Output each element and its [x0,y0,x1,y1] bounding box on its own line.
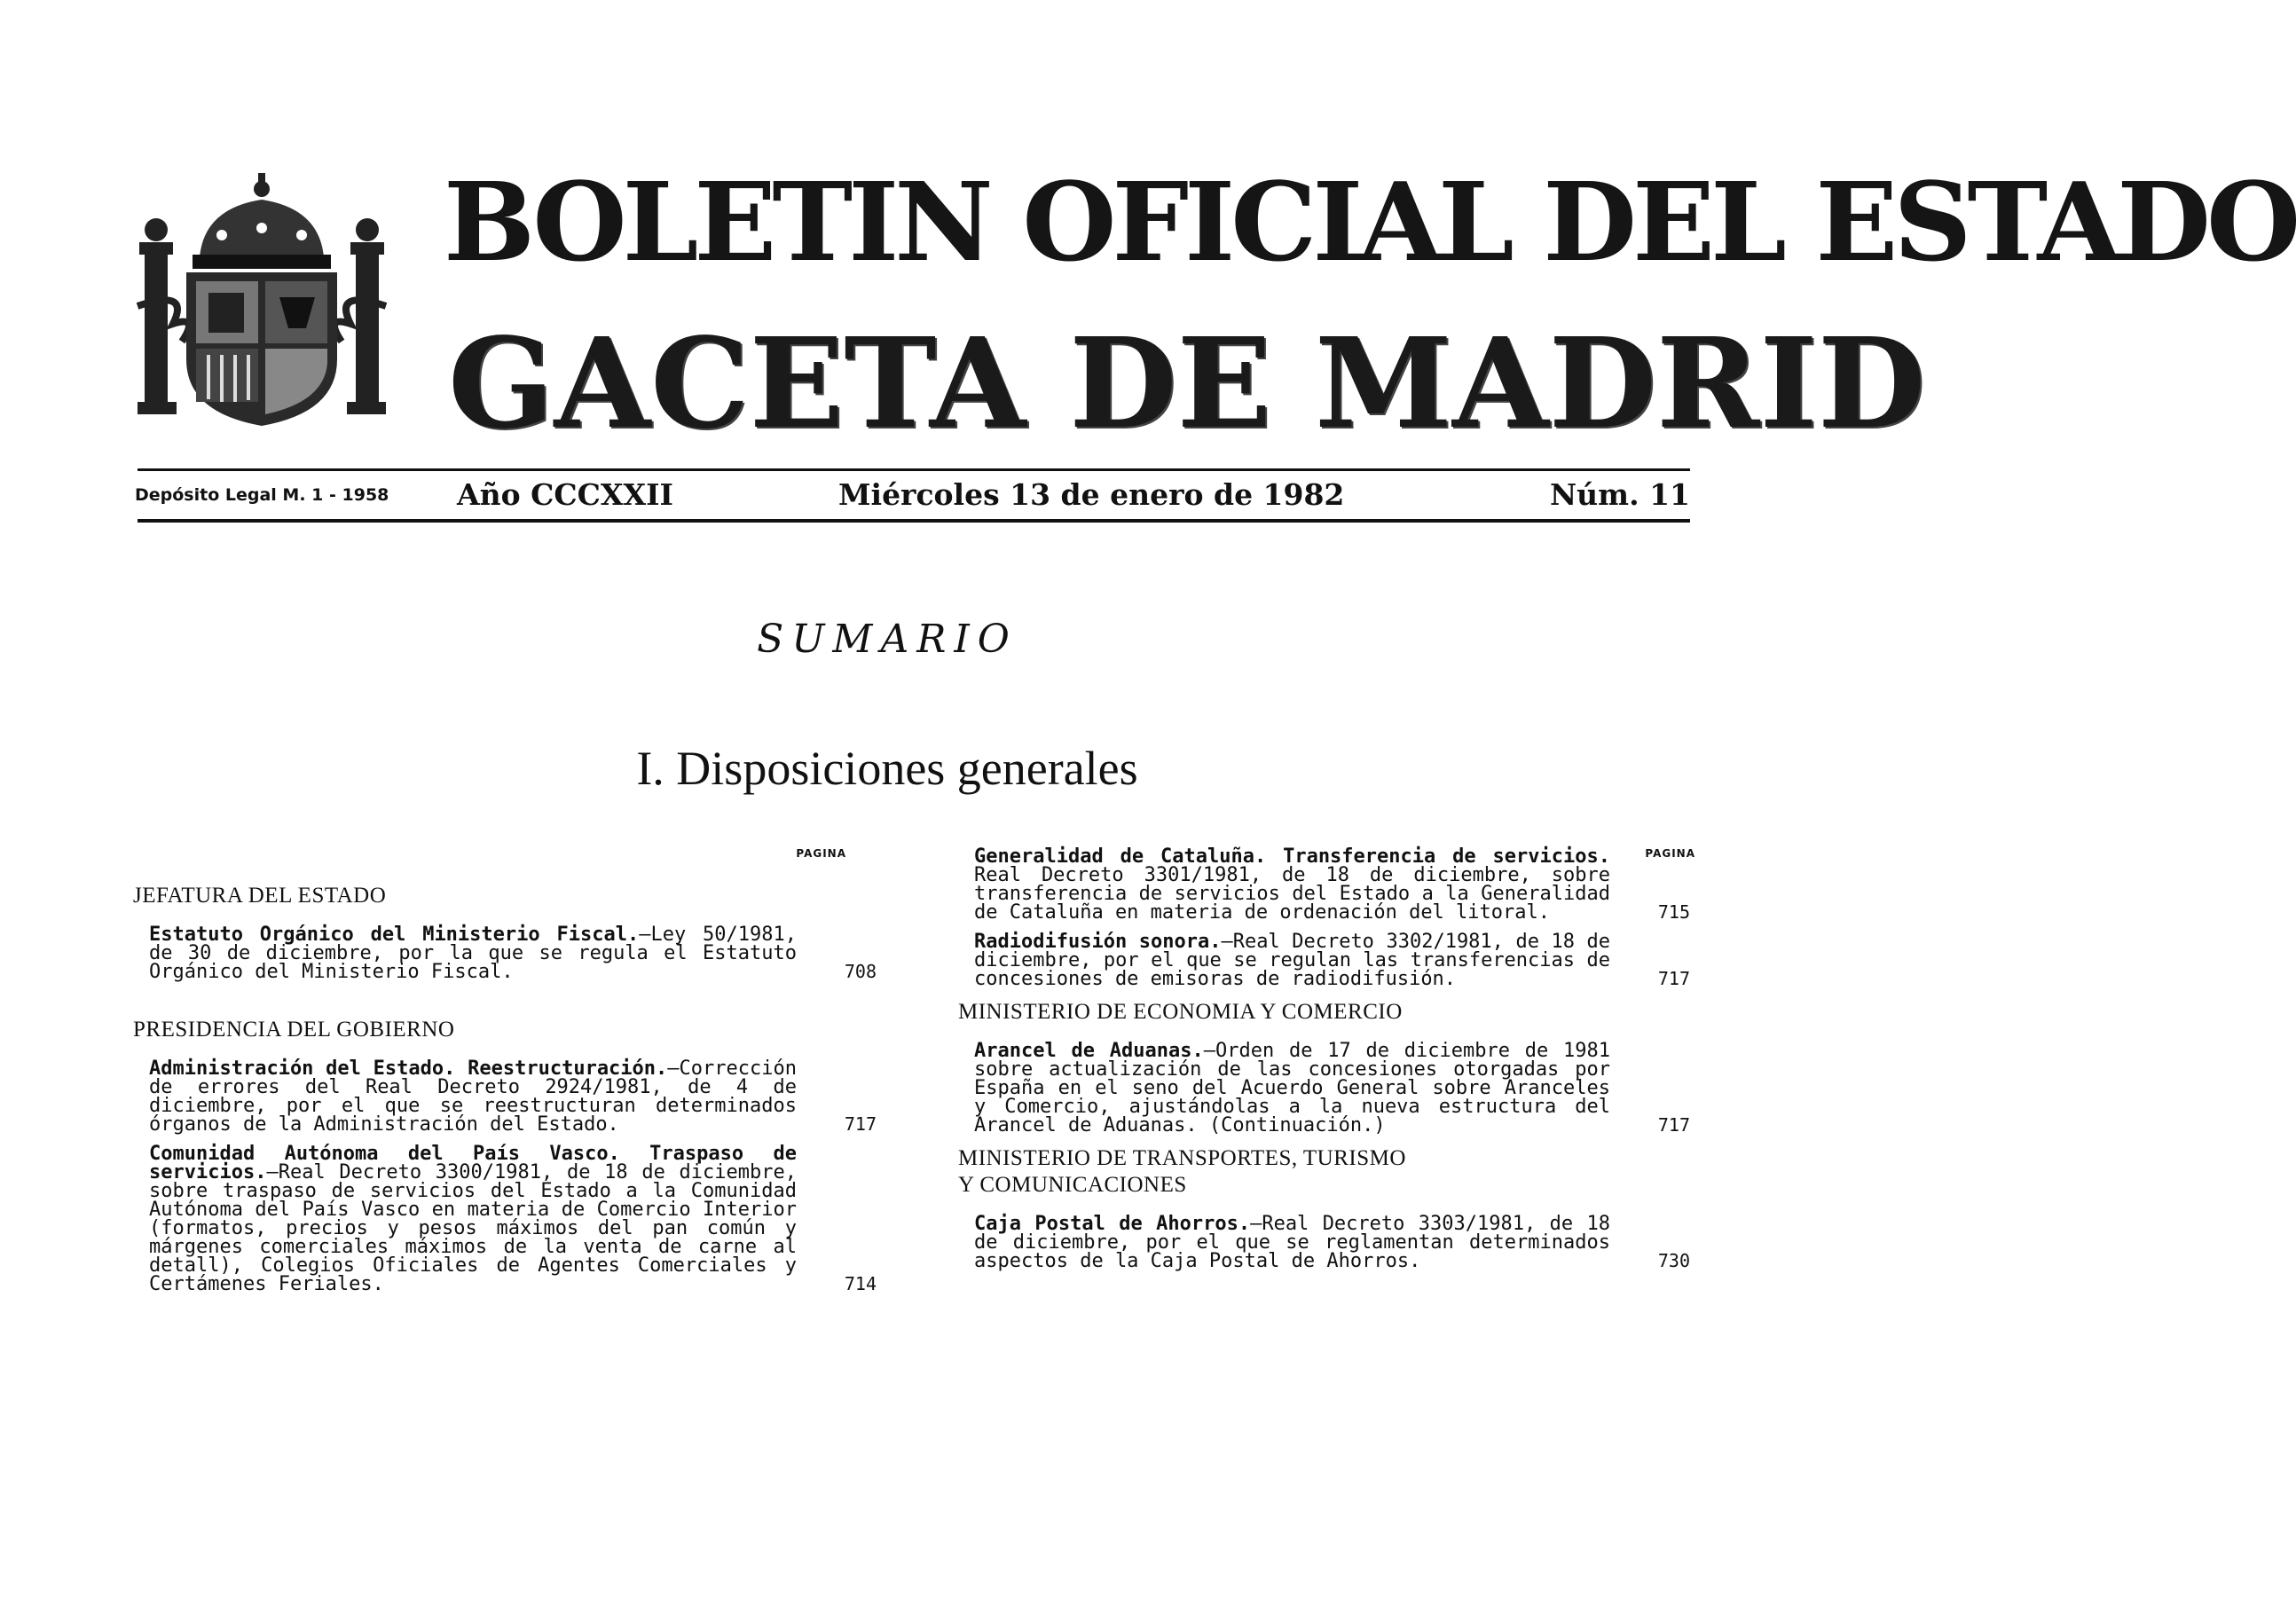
left-column [133,847,885,1304]
right-column [958,847,1699,1281]
summary-entry [149,1059,885,1134]
masthead-bottom-rule [138,519,1690,523]
entry-text: Real Decreto 3301/1981, de 18 de diciembre, sobre transferencia de servicios del Estado a la Generalidad de Cataluña en materia de ordenación del litoral. [974,864,1610,924]
summary-entry [149,925,885,981]
section-heading: I. Disposiciones generales [636,742,1138,795]
entry-title: Caja Postal de Ahorros. [974,1213,1251,1235]
entry-text: —Corrección de errores del Real Decreto 2924/1981, de 4 de diciembre, por el que se reestructuran determinados órganos de la Administración del Estado. [149,1058,797,1136]
entry-text: —Real Decreto 3300/1981, de 18 de diciembre, sobre traspaso de servicios del Estado a la Comunidad Autónoma del País Vasco en materia de Comercio Interior (formatos, precios y pesos máximos del pan común y márgenes comerciales máximos de la venta de carne al detall), Colegios Oficiales de Agentes Comerciales y Certámenes Feriales. [149,1161,797,1295]
entry-text: —Ley 50/1981, de 30 de diciembre, por la que se regula el Estatuto Orgánico del Ministerio Fiscal. [149,924,798,983]
masthead-title: BOLETIN OFICIAL DEL ESTADO [444,158,2296,286]
pagina-label: PAGINA [796,847,846,860]
entry-page: 730 [1657,1250,1690,1271]
summary-entry [149,1144,885,1294]
entry-page: 717 [1657,1114,1690,1136]
dept-heading-line: Y COMUNICACIONES [958,1173,1187,1197]
summary-entry [974,1215,1699,1270]
entry-page: 717 [844,1113,877,1135]
entry-text: —Orden de 17 de diciembre de 1981 sobre actualización de las concesiones otorgadas por España en el seno del Acuerdo General sobre Aranceles y Comercio, ajustándolas a la nueva estructura del Arancel de Aduanas. (Continuación.) [974,1040,1610,1136]
entry-text: —Real Decreto 3303/1981, de 18 de diciembre, por el que se reglamentan determinados aspectos de la Caja Postal de Ahorros. [974,1213,1611,1272]
dept-heading: JEFATURA DEL ESTADO [133,884,387,908]
issue-number: Núm. 11 [1550,477,1690,512]
entry-title: Arancel de Aduanas. [974,1040,1204,1062]
masthead-top-rule [138,468,1690,471]
entry-title: Comunidad Autónoma del País Vasco. Traspaso de servicios. [149,1143,797,1183]
deposito-legal: Depósito Legal M. 1 - 1958 [135,485,389,505]
masthead-subtitle: GACETA DE MADRID [448,311,1926,457]
entry-title: Administración del Estado. Reestructuración. [149,1058,668,1080]
issue-date: Miércoles 13 de enero de 1982 [838,477,1345,512]
summary-entry [974,847,1699,922]
entry-page: 717 [1657,968,1690,989]
sumario-heading: SUMARIO [757,617,1018,662]
entry-title: Estatuto Orgánico del Ministerio Fiscal. [149,924,640,946]
entry-title: Radiodifusión sonora. [974,931,1222,953]
pagina-label: PAGINA [1645,847,1695,860]
dept-heading: PRESIDENCIA DEL GOBIERNO [133,1018,455,1042]
coat-of-arms-icon [138,173,386,430]
entry-page: 715 [1657,901,1690,923]
issue-year: Año CCCXXII [457,477,673,512]
summary-entry [974,1042,1699,1135]
entry-page: 708 [844,961,877,982]
entry-title: Generalidad de Cataluña. Transferencia de servicios. [974,845,1610,868]
dept-heading [958,1145,1699,1199]
entry-page: 714 [844,1273,877,1294]
entry-text: —Real Decreto 3302/1981, de 18 de diciembre, por el que se regulan las transferencias de concesiones de emisoras de radiodifusión. [974,931,1611,990]
summary-entry [974,932,1699,988]
dept-heading-line: MINISTERIO DE TRANSPORTES, TURISMO [958,1146,1406,1170]
dept-heading: MINISTERIO DE ECONOMIA Y COMERCIO [958,1000,1403,1024]
